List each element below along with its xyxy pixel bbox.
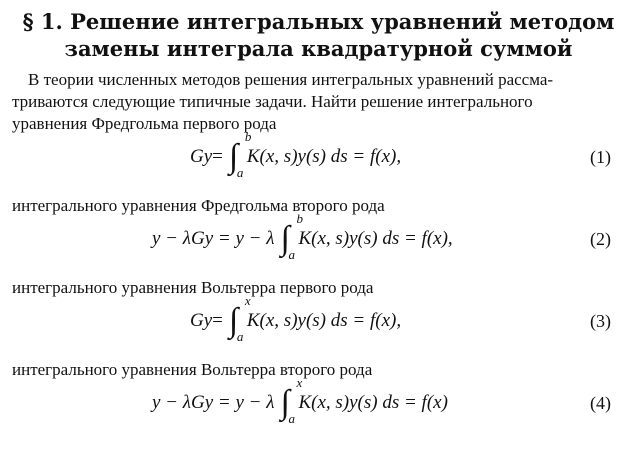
equation-2-lhs: y − λGy = y − λ <box>152 228 275 249</box>
upper-limit: b <box>296 211 303 226</box>
equation-number-4: (4) <box>590 393 611 413</box>
label-fredholm-second-kind: интегрального уравнения Фредгольма второго рода <box>12 196 385 215</box>
equation-4-lhs: y − λGy = y − λ <box>152 392 275 413</box>
equation-3-lhs: Gy <box>190 310 213 331</box>
intro-line-2: триваются следующие типичные задачи. Найти решение интегрального <box>12 92 533 111</box>
label-volterra-second-kind: интегрального уравнения Вольтерра второго рода <box>12 360 373 379</box>
intro-line-3: уравнения Фредгольма первого рода <box>12 114 277 133</box>
equation-number-3: (3) <box>590 311 611 331</box>
intro-paragraph <box>12 69 625 135</box>
section-title-line-2: замены интеграла квадратурной суммой <box>64 36 573 61</box>
equation-1-lhs: Gy <box>190 146 213 167</box>
label-volterra-first-kind: интегрального уравнения Вольтерра первого рода <box>12 278 374 297</box>
equation-row-4 <box>12 375 625 441</box>
integral-sign: ∫ x a <box>280 375 303 426</box>
upper-limit: x <box>296 375 303 390</box>
lower-limit: a <box>288 411 295 426</box>
equation-2 <box>152 211 453 262</box>
equation-number-2: (2) <box>590 229 611 249</box>
equation-3 <box>190 293 402 344</box>
equation-row-2 <box>12 211 625 277</box>
equation-row-3 <box>12 293 625 359</box>
integral-sign: ∫ b a <box>280 211 303 262</box>
equation-row-1 <box>12 129 625 195</box>
upper-limit: b <box>244 129 252 144</box>
equation-4 <box>152 375 448 426</box>
integral-sign: ∫ b a <box>228 129 252 180</box>
equation-1-integrand: K(x, s)y(s) ds = f(x), <box>246 146 402 167</box>
equation-number-1: (1) <box>590 147 611 167</box>
integral-sign: ∫ x a <box>228 293 251 344</box>
equation-1-op: = <box>212 146 223 167</box>
lower-limit: a <box>236 329 244 344</box>
lower-limit: a <box>288 247 295 262</box>
lower-limit: a <box>236 165 244 180</box>
section-title <box>12 8 625 62</box>
equation-1 <box>190 129 402 180</box>
section-title-line-1: § 1. Решение интегральных уравнений методом <box>22 9 615 34</box>
intro-line-1: В теории численных методов решения интегральных уравнений рассма- <box>28 70 554 89</box>
equation-3-op: = <box>212 310 223 331</box>
equation-4-integrand: K(x, s)y(s) ds = f(x) <box>298 392 448 413</box>
equation-3-integrand: K(x, s)y(s) ds = f(x), <box>246 310 402 331</box>
equation-2-integrand: K(x, s)y(s) ds = f(x), <box>298 228 453 249</box>
upper-limit: x <box>244 293 251 308</box>
